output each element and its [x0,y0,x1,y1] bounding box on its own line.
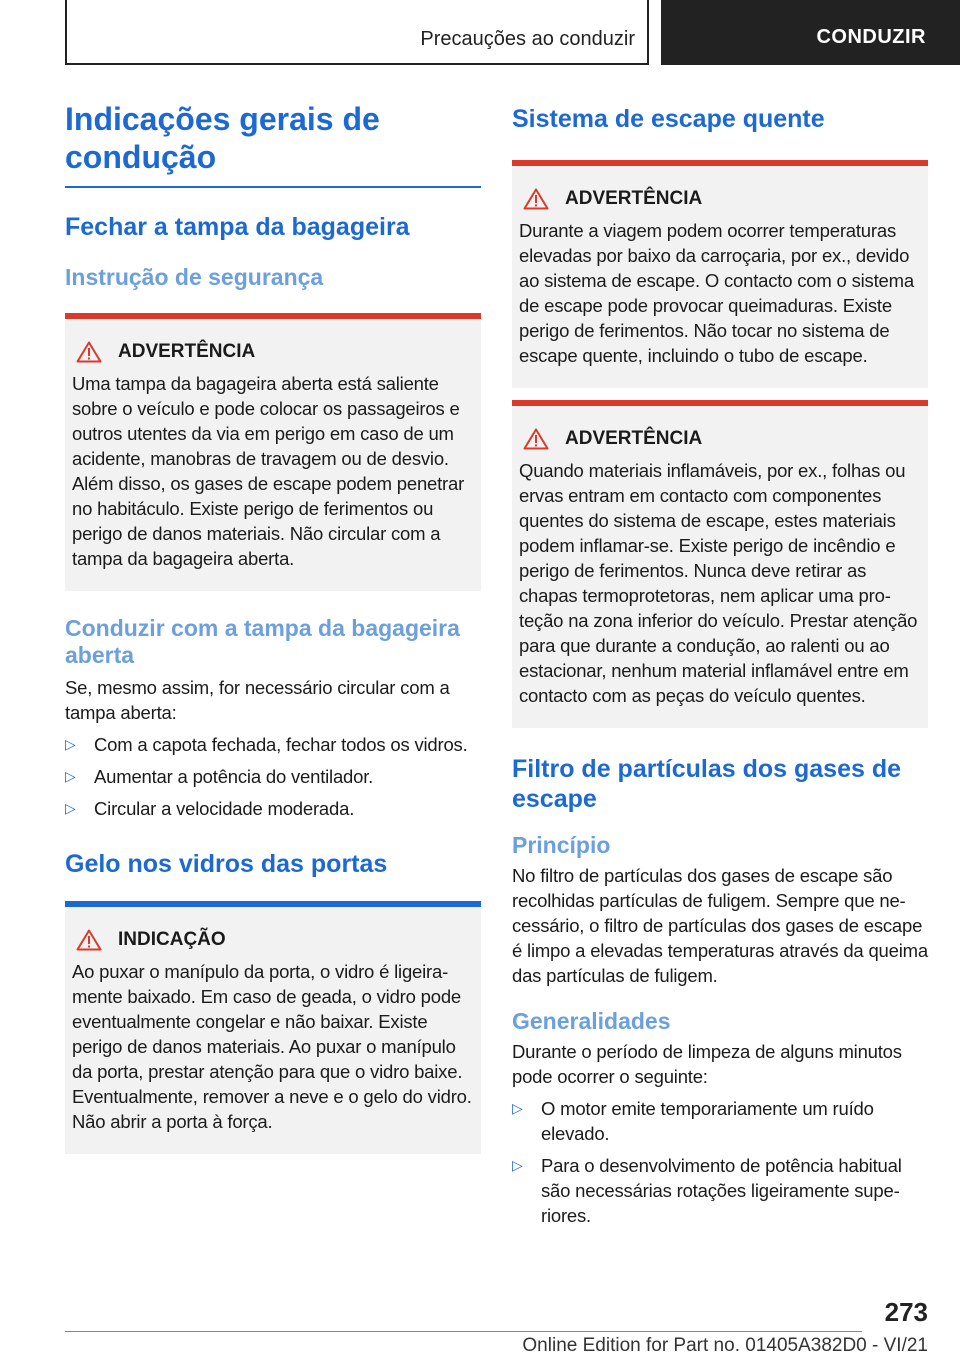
warning-label: ADVERTÊNCIA [118,341,256,362]
header-right-line [647,0,649,65]
warning-box-trunk [65,313,481,591]
right-column [512,104,928,1228]
heading-principle: Princípio [512,832,611,858]
header-bottom-line [65,63,649,65]
warning-triangle-icon [76,341,102,363]
page-number: 273 [884,1297,928,1327]
header-chapter-tab [661,0,960,65]
open-trunk-list [65,732,481,821]
triangle-bullet-icon: ▷ [65,736,76,752]
title-rule [65,186,481,188]
general-list [512,1096,928,1228]
principle-text: No filtro de partículas dos gases de escape são recolhidas partículas de fuligem. Sempre que necessário, o filtro de partículas dos gases de escape é limpo a elevadas temperaturas através da queima das partículas de fuligem. [512,865,928,986]
heading-hot-exhaust: Sistema de escape quente [512,105,825,133]
note-box-door-ice [65,901,481,1154]
heading-drive-open-trunk: Conduzir com a tampa da bagageira aberta [65,615,460,668]
warning-triangle-icon [523,188,549,210]
warning-label: ADVERTÊNCIA [565,428,703,449]
warning-text: Durante a viagem podem ocorrer temperaturas elevadas por baixo da carroçaria, por ex., devido ao sistema de escape. O contacto com o sistema de escape pode provocar queimaduras. Existe perigo de ferimentos. Não tocar no sistema de escape quente, incluindo o tubo de escape. [519,220,914,366]
triangle-bullet-icon: ▷ [65,800,76,816]
heading-particle-filter: Filtro de partículas dos gases de escape [512,755,902,813]
heading-close-trunk: Fechar a tampa da bagageira [65,213,410,241]
warning-triangle-icon [523,428,549,450]
page-title: Indicações gerais de condução [65,101,380,175]
header-chapter-label: CONDUZIR [816,26,926,48]
warning-header [519,188,920,210]
header-section-title: Precauções ao conduzir [420,28,635,50]
warning-text: Quando materiais inflamáveis, por ex., folhas ou ervas entram em contacto com componentes quentes do sistema de escape, estes materiais podem inflamar-se. Existe perigo de incêndio e perigo de ferimentos. Nunca deve retirar as chapas termoprotetoras, nem aplicar uma proteção na zona inferior do veículo. Prestar atenção para que durante a condução, ao ralenti ou ao estacionar, nenhum material inflamável entre em contacto com as peças do veículo quentes. [519,460,918,706]
warning-box-exhaust-burn [512,160,928,388]
header-left-line [65,0,67,65]
triangle-bullet-icon: ▷ [65,768,76,784]
warning-box-exhaust-fire [512,400,928,728]
footer-edition: Online Edition for Part no. 01405A382D0 - VI/21 [522,1335,928,1356]
note-header [72,929,473,951]
list-item: ▷ Para o desenvolvimento de potência habitual são necessárias rotações ligeiramente superiores. [512,1155,902,1226]
heading-safety-instruction: Instrução de segurança [65,264,324,290]
open-trunk-intro: Se, mesmo assim, for necessário circular com a tampa aberta: [65,677,450,723]
note-label: INDICAÇÃO [118,929,226,950]
general-text: Durante o período de limpeza de alguns minutos pode ocorrer o seguinte: [512,1041,902,1087]
list-item: ▷ Circular a velocidade moderada. [65,798,355,819]
triangle-bullet-icon: ▷ [512,1157,523,1173]
triangle-bullet-icon: ▷ [512,1100,523,1116]
list-item: ▷ O motor emite temporariamente um ruído elevado. [512,1098,874,1144]
warning-header [519,428,920,450]
note-text: Ao puxar o manípulo da porta, o vidro é ligeiramente baixado. Em caso de geada, o vidro pode eventualmente congelar e não baixar. Existe perigo de danos materiais. Ao puxar o manípulo da porta, prestar atenção para que o vidro baixe. Eventualmente, remover a neve e o gelo do vidro. Não abrir a porta à força. [72,961,472,1132]
left-column [65,100,481,1154]
heading-general: Generalidades [512,1008,671,1034]
warning-header [72,341,473,363]
warning-triangle-icon [76,929,102,951]
footer-rule [65,1331,862,1332]
heading-door-ice: Gelo nos vidros das portas [65,850,388,878]
warning-text: Uma tampa da bagageira aberta está saliente sobre o veículo e pode colocar os passageiros e outros utentes da via em perigo em caso de um acidente, manobras de travagem ou de desvio. Além disso, os gases de escape podem penetrar no habitáculo. Existe perigo de ferimentos ou perigo de danos materiais. Não circular com a tampa da bagageira aberta. [72,373,465,569]
warning-label: ADVERTÊNCIA [565,188,703,209]
list-item: ▷ Aumentar a potência do ventilador. [65,766,374,787]
list-item: ▷ Com a capota fechada, fechar todos os vidros. [65,734,468,755]
